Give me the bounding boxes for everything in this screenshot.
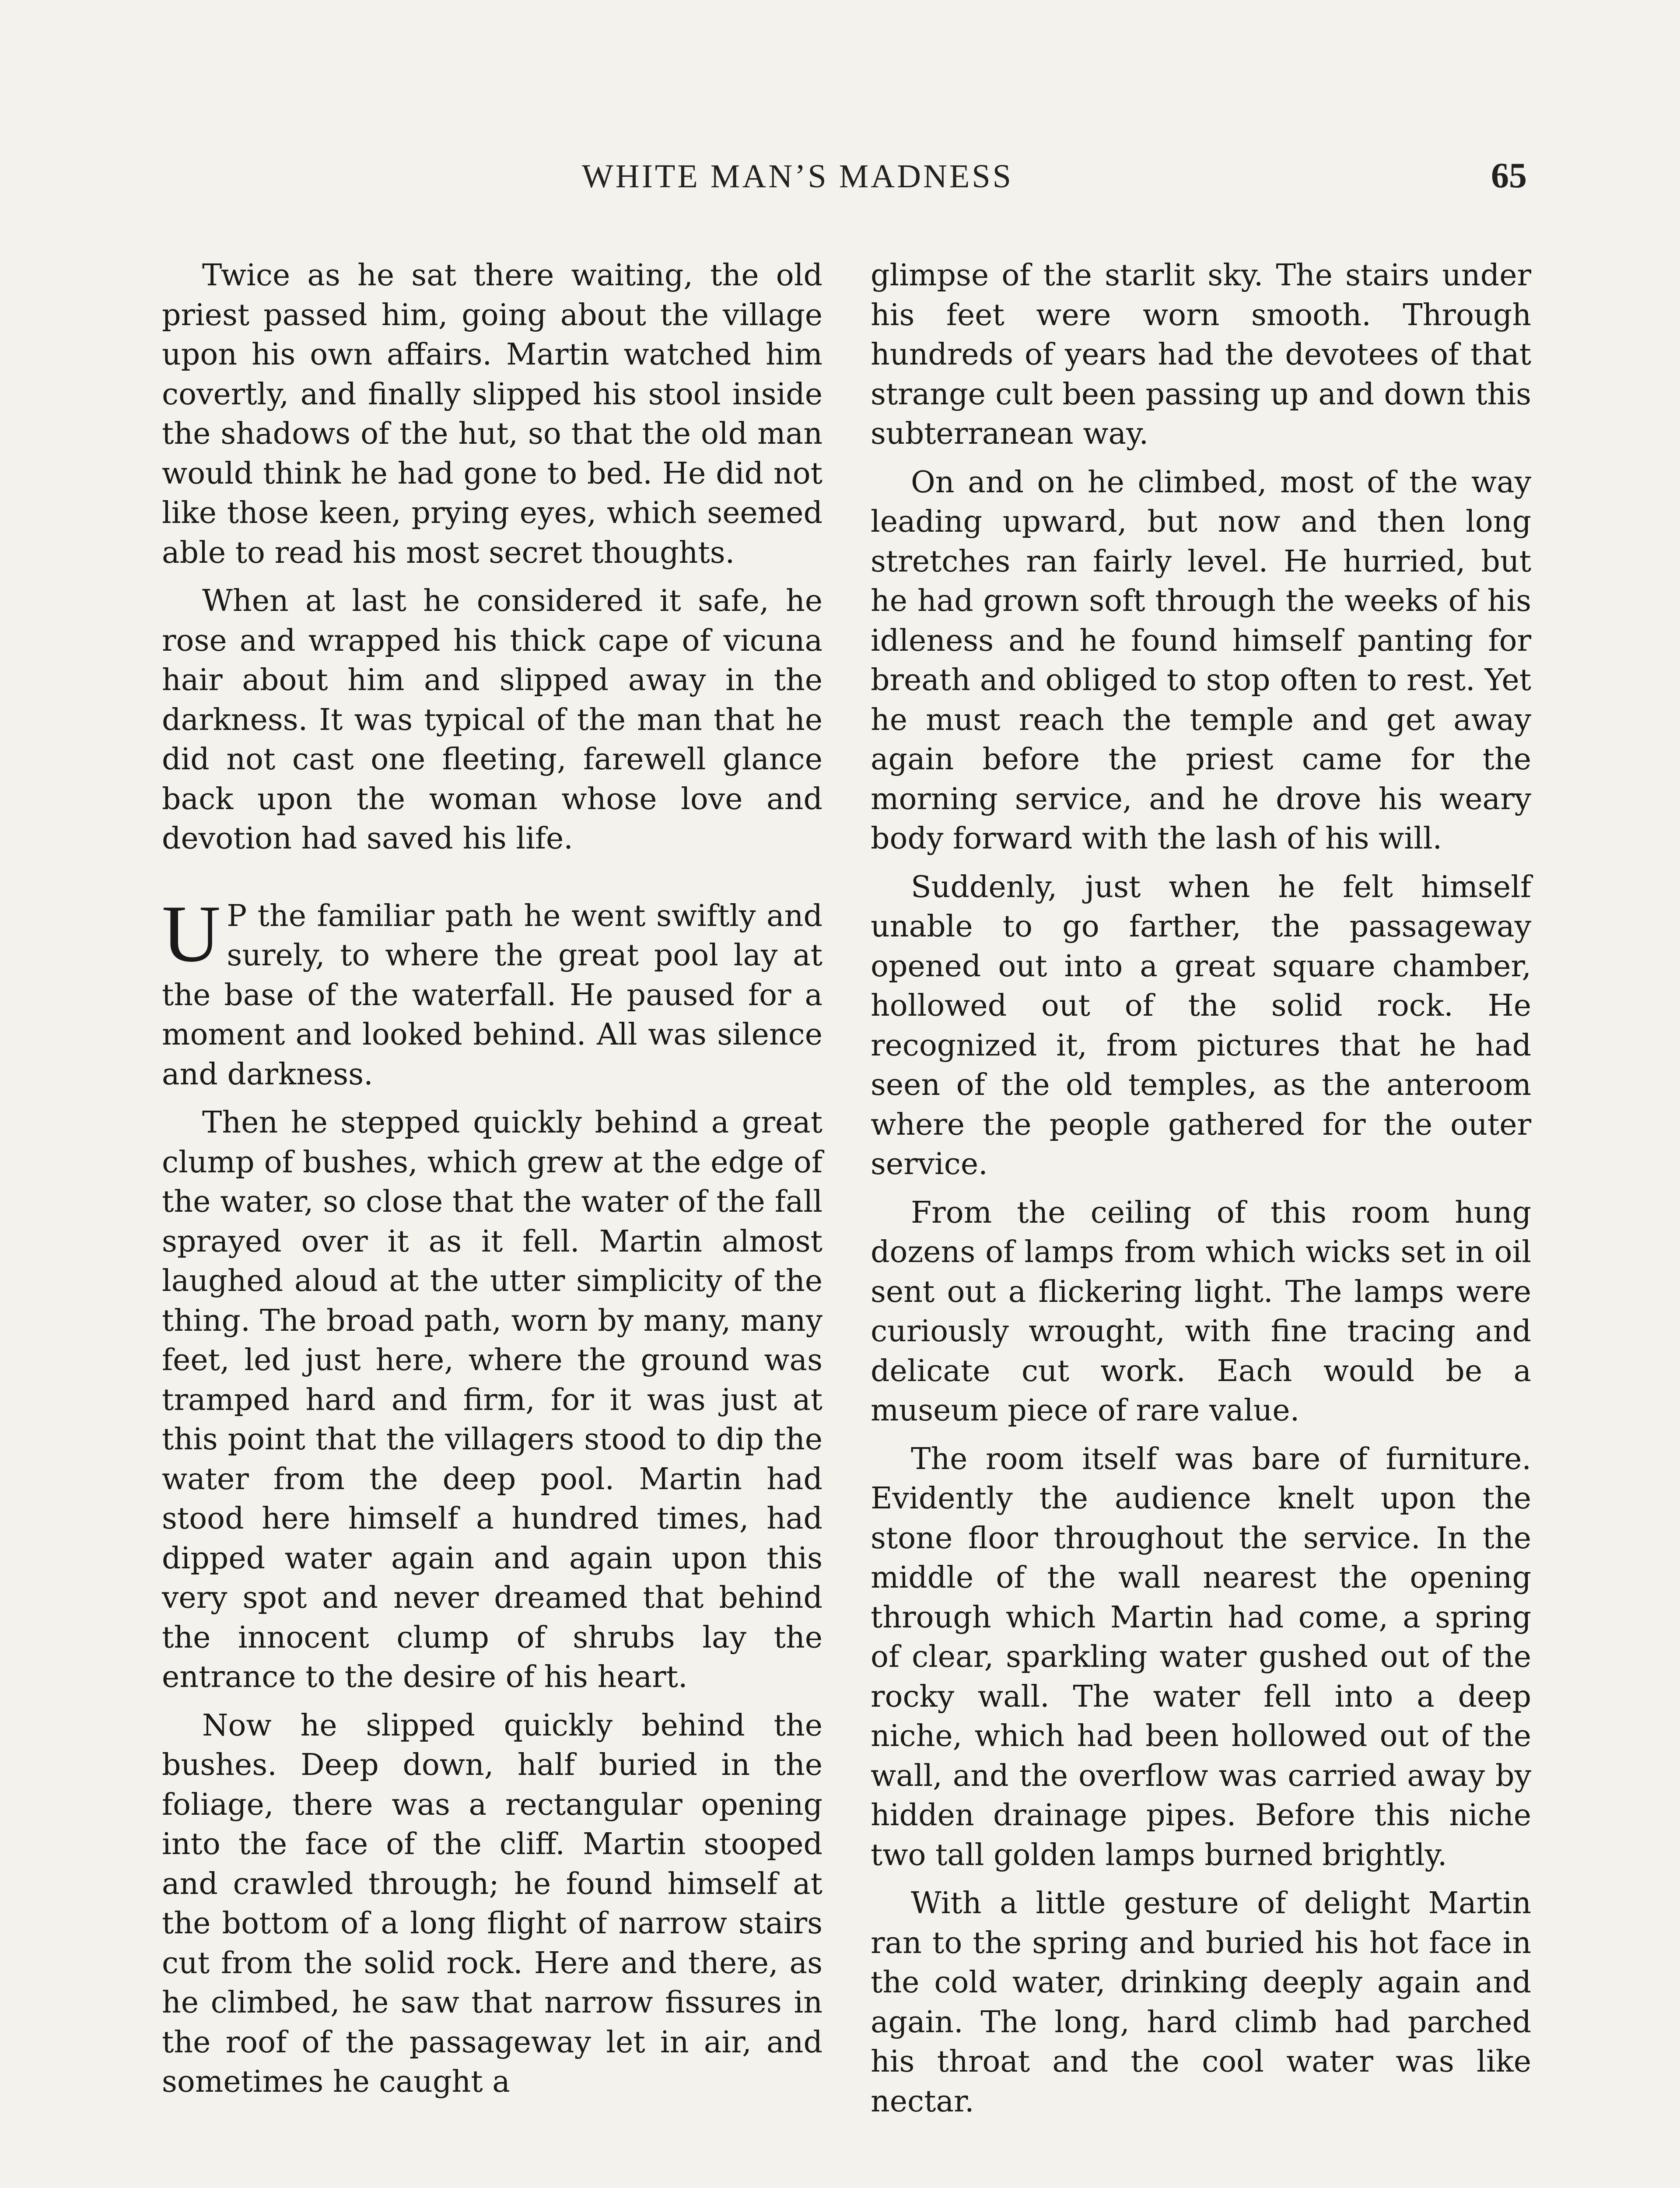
- continued-paragraph: glimpse of the starlit sky. The stairs under his feet were worn smooth. Through hundreds of years had the devotees of that strange cult been passing up and down this subterranean way.: [871, 258, 1531, 451]
- paragraph: Suddenly, just when he felt himself unable to go farther, the passageway opened out into a great square chamber, hollowed out of the solid rock. He recognized it, from pictures that he had seen of the old temples, as the anteroom where the people gathered for the outer service.: [871, 870, 1531, 1182]
- section-start-paragraph: [162, 888, 822, 1095]
- running-head: WHITE MAN’S MADNESS: [582, 158, 1013, 195]
- paragraph: Then he stepped quickly behind a great clump of bushes, which grew at the edge of the water, so close that the water of the fall sprayed over it as it fell. Martin almost laughed aloud at the utter simplicity of the thing. The broad path, worn by many, many feet, led just here, where the ground was tramped hard and firm, for it was just at this point that the villagers stood to dip the water from the deep pool. Martin had stood here himself a hundred times, had dipped water again and again upon this very spot and never dreamed that behind the innocent clump of shrubs lay the entrance to the desire of his heart.: [162, 1105, 822, 1694]
- page-header: [162, 155, 1527, 206]
- paragraph: The room itself was bare of furniture. Evidently the audience knelt upon the stone floor throughout the service. In the middle of the wall nearest the opening through which Martin had come, a spring of clear, sparkling water gushed out of the rocky wall. The water fell into a deep niche, which had been hollowed out of the wall, and the overflow was carried away by hidden drainage pipes. Before this niche two tall golden lamps burned brightly.: [871, 1441, 1531, 1872]
- paragraph: Now he slipped quickly behind the bushes. Deep down, half buried in the foliage, there was a rectangular opening into the face of the cliff. Martin stooped and crawled through; he found himself at the bottom of a long flight of narrow stairs cut from the solid rock. Here and there, as he climbed, he saw that narrow fissures in the roof of the passageway let in air, and sometimes he caught a: [162, 1708, 822, 2099]
- left-column: [162, 256, 822, 2111]
- paragraph: On and on he climbed, most of the way leading upward, but now and then long stretches ran fairly level. He hurried, but he had grown soft through the weeks of his idleness and he found himself panting for breath and obliged to stop often to rest. Yet he must reach the temple and get away again before the priest came for the morning service, and he drove his weary body forward with the lash of his will.: [871, 465, 1531, 856]
- paragraph: When at last he considered it safe, he rose and wrapped his thick cape of vicuna hair about him and slipped away in the darkness. It was typical of the man that he did not cast one fleeting, farewell glance back upon the woman whose love and devotion had saved his life.: [162, 584, 822, 856]
- page-number: 65: [1491, 155, 1527, 195]
- paragraph: Twice as he sat there waiting, the old priest passed him, going about the village upon his own affairs. Martin watched him covertly, and finally slipped his stool inside the shadows of the hut, so that the old man would think he had gone to bed. He did not like those keen, prying eyes, which seemed able to read his most secret thoughts.: [162, 258, 822, 570]
- paragraph-text: P the familiar path he went swiftly and surely, to where the great pool lay at the base of the waterfall. He paused for a moment and looked behind. All was silence and darkness.: [162, 898, 822, 1092]
- paragraph: From the ceiling of this room hung dozens of lamps from which wicks set in oil sent out a flickering light. The lamps were curiously wrought, with fine tracing and delicate cut work. Each would be a museum piece of rare value.: [871, 1195, 1531, 1428]
- paragraph: With a little gesture of delight Martin ran to the spring and buried his hot face in the cold water, drinking deeply again and again. The long, hard climb had parched his throat and the cool water was like nectar.: [871, 1886, 1531, 2119]
- right-column: [871, 256, 1531, 2130]
- drop-cap: U: [162, 888, 221, 979]
